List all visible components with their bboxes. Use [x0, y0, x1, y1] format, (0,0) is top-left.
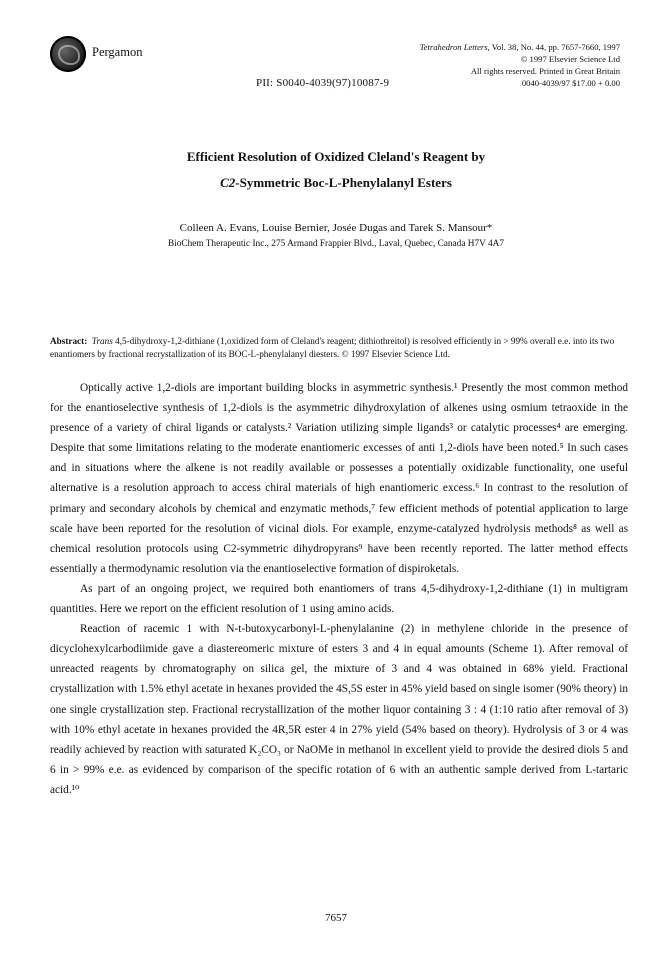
rights-line: All rights reserved. Printed in Great Britain — [470, 66, 620, 76]
journal-citation — [420, 41, 620, 53]
journal-info — [420, 41, 620, 89]
paragraph-2: As part of an ongoing project, we required both enantiomers of trans 4,5-dihydroxy-1,2-dithiane (1) in multigram quantities. Here we report on the efficient resolution of 1 using amino acids. — [50, 582, 628, 616]
paragraph-3: Reaction of racemic 1 with N-t-butoxycarbonyl-L-phenylalanine (2) in methylene chloride in the presence of dicyclohexylcarbodiimide gave a diastereomeric mixture of esters 3 and 4 in equal amounts (Scheme 1). After removal of unreacted reagents by chromatography on silica gel, the mixture of 3 and 4 was obtained in 68% yield. Fractional crystallization with 1.5% ethyl acetate in hexanes provided the 4S,5S ester in 45% yield based on single isomer (90% theory) in one single crystallization step. Fractional recrystallization of the mother liquor containing 3 : 4 (1:10 ratio after removal of 3) with 10% ethyl acetate in hexanes provided the 4R,5R ester 4 in 27% yield (54% based on theory). Hydrolysis of 3 or 4 was readily achieved by reaction with saturated K₂CO₃ or NaOMe in methanol in excellent yield to provide the desired diols 5 and 6 in > 99% e.e. as evidenced by comparison of the specific rotation of 6 with an authentic sample derived from L-tartaric acid.¹⁰ — [50, 623, 628, 796]
journal-volume: , Vol. 38, No. 44, pp. 7657-7660, 1997 — [487, 42, 620, 52]
publisher-name: Pergamon — [92, 45, 143, 59]
affiliation: BioChem Therapeutic Inc., 275 Armand Frappier Blvd., Laval, Quebec, Canada H7V 4A7 — [167, 239, 505, 249]
copyright-line: © 1997 Elsevier Science Ltd — [520, 54, 620, 64]
abstract-text: 4,5-dihydroxy-1,2-dithiane (1,oxidized form of Cleland's reagent; dithiothreitol) is resolved efficiently in > 99% overall e.e. into its two enantiomers by fractional recrystallization of its BOC-L-phenylalanyl diesters. © 1997 Elsevier Science Ltd. — [50, 336, 615, 359]
pii-identifier: PII: S0040-4039(97)10087-9 — [256, 77, 390, 89]
abstract-label: Abstract: — [50, 336, 88, 346]
price-line: 0040-4039/97 $17.00 + 0.00 — [521, 78, 620, 88]
page-number: 7657 — [325, 912, 347, 924]
paper-title-line1: Efficient Resolution of Oxidized Cleland's Reagent by — [186, 149, 486, 164]
title-c2: C2 — [220, 175, 236, 190]
paper-title-line2 — [0, 175, 672, 191]
abstract-trans: Trans — [91, 336, 113, 346]
body-text — [50, 378, 628, 800]
title-rest: -Symmetric Boc-L-Phenylalanyl Esters — [235, 175, 452, 190]
paragraph-1: Optically active 1,2-diols are important building blocks in asymmetric synthesis.¹ Presently the most common method for the enantioselective synthesis of 1,2-diols is the asymmetric dihydroxylation of alkenes using osmium tetraoxide in the presence of a variety of chiral ligands or catalysts.² Variation utilizing simple ligands³ or catalytic processes⁴ are emerging. Despite that some limitations relating to the moderate enantiomeric excesses of anti 1,2-diols have been noted.⁵ In such cases and in situations where the alkene is not readily available or possesses a potentially oxidizable functionality, one useful alternative is a resolution approach to access chiral materials of high enantiomeric excess.⁶ In contrast to the resolution of primary and secondary alcohols by chemical and enzymatic methods,⁷ few efficient methods of potential application to large scale have been reported for the resolution of vicinal diols. For example, enzyme-catalyzed hydrolysis methods⁸ as well as chemical resolution protocols using C2-symmetric dihydropyrans⁹ have been recently reported. The latter method effects essentially a thermodynamic resolution via the enantioselective formation of dispiroketals. — [50, 382, 628, 575]
pergamon-logo — [50, 36, 86, 72]
abstract — [50, 335, 626, 361]
journal-name: Tetrahedron Letters — [419, 42, 488, 52]
authors: Colleen A. Evans, Louise Bernier, Josée Dugas and Tarek S. Mansour* — [179, 222, 493, 234]
